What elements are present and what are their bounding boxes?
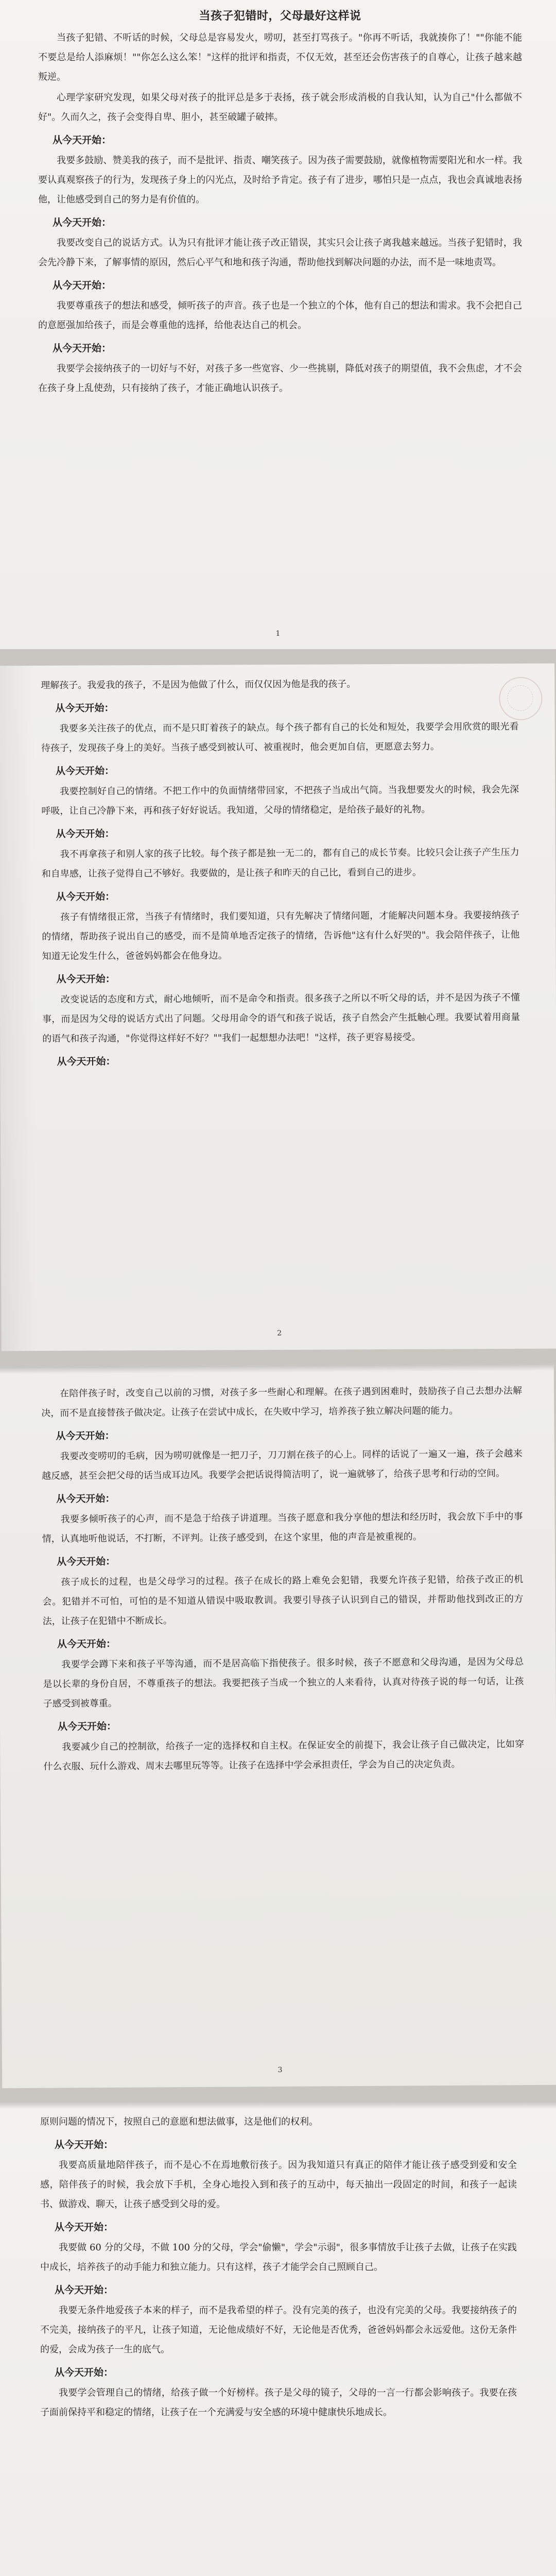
section-heading: 从今天开始：	[56, 891, 115, 903]
section-heading: 从今天开始：	[56, 1430, 115, 1442]
section-heading: 从今天开始：	[53, 343, 112, 354]
paragraph: 我要多鼓励、赞美我的孩子，而不是批评、指责、嘲笑孩子。因为孩子需要鼓励，就像植物需要阳光和水一样。我要认真观察孩子的行为，发现孩子身上的闪光点，及时给予肯定。孩子有了进步，哪怕只是一点点，我也会真诚地表扬他，让他感受到自己的努力是有价值的。	[38, 155, 522, 205]
paragraph: 我要学会接纳孩子的一切好与不好，对孩子多一些宽容、少一些挑剔，降低对孩子的期望值，我不会焦虑，才不会在孩子身上乱使劲，只有接纳了孩子，才能正确地认识孩子。	[38, 363, 522, 394]
document-page-1	[0, 0, 556, 649]
section-heading: 从今天开始：	[57, 1720, 117, 1733]
paragraph: 在陪伴孩子时，改变自己以前的习惯，对孩子多一些耐心和理解。在孩子遇到困难时，鼓励孩子自己去想办法解决，而不是直接替孩子做决定。让孩子在尝试中成长，在失败中学习，培养孩子独立解决问题的能力。	[41, 1385, 523, 1419]
page-number: 2	[277, 1329, 282, 1338]
paragraph: 我要学会管理自己的情绪，给孩子做一个好榜样。孩子是父母的镜子，父母的一言一行都会影响孩子。我要在孩子面前保持平和稳定的情绪，让孩子在一个充满爱与安全感的环境中健康快乐地成长。	[40, 2387, 517, 2418]
paragraph: 我不再拿孩子和别人家的孩子比较。每个孩子都是独一无二的，都有自己的成长节奏。比较只会让孩子产生压力和自卑感，让孩子觉得自己不够好。我要做的，是让孩子和昨天的自己比，看到自己的进步。	[41, 846, 519, 880]
paragraph: 我要多倾听孩子的心声，而不是急于给孩子讲道理。当孩子愿意和我分享他的想法和经历时，我会放下手中的事情，认真地听他说话，不打断，不评判。让孩子感受到，在这个家里，他的声音是被重视的。	[42, 1511, 523, 1545]
paragraph: 我要控制好自己的情绪。不把工作中的负面情绪带回家，不把孩子当成出气筒。当我想要发火的时候，我会先深呼吸，让自己冷静下来，再和孩子好好说话。我知道，父母的情绪稳定，是给孩子最好的礼物。	[41, 784, 519, 817]
paragraph: 改变说话的态度和方式，耐心地倾听，而不是命令和指责。很多孩子之所以不听父母的话，并不是因为孩子不懂事，而是因为父母的说话方式出了问题。父母用命令的语气和孩子说话，孩子自然会产生抵触心理。我要试着用商量的语气和孩子沟通，"你觉得这样好不好？""我们一起想想办法吧！"这样，孩子更容易接受。	[42, 992, 520, 1044]
page-4-body	[40, 2112, 517, 2422]
section-heading: 从今天开始：	[56, 973, 115, 985]
paragraph: 我要多关注孩子的优点，而不是只盯着孩子的缺点。每个孩子都有自己的长处和短处，我要学会用欣赏的眼光看待孩子，发现孩子身上的美好。当孩子感受到被认可、被重视时，他会更加自信，更愿意去努力。	[41, 721, 519, 754]
paragraph-continued: 理解孩子。我爱我的孩子，不是因为他做了什么，而仅仅因为他是我的孩子。	[41, 679, 356, 691]
paragraph: 我要改变自己的说话方式。认为只有批评才能让孩子改正错误，其实只会让孩子离我越来越远。当孩子犯错时，我会先冷静下来，了解事情的原因，然后心平气和地和孩子沟通，帮助他找到解决问题的办法，而不是一味地责骂。	[38, 238, 522, 268]
page-number: 3	[277, 2065, 283, 2075]
document-page-2	[0, 664, 556, 1351]
section-heading: 从今天开始：	[55, 765, 115, 777]
paragraph: 心理学家研究发现，如果父母对孩子的批评总是多于表扬，孩子就会形成消极的自我认知，认为自己"什么都做不好"。久而久之，孩子会变得自卑、胆小，甚至破罐子破摔。	[38, 92, 522, 123]
paragraph: 我要改变唠叨的毛病，因为唠叨就像是一把刀子，刀刀割在孩子的心上。同样的话说了一遍又一遍，孩子会越来越反感，甚至会把父母的话当成耳边风。我要学会把话说得简洁明了，说一遍就够了，给孩子思考和行动的空间。	[41, 1448, 523, 1482]
page-2-body	[41, 674, 520, 1072]
paragraph: 我要高质量地陪伴孩子，而不是心不在焉地敷衍孩子。因为我知道只有真正的陪伴才能让孩子感受到爱和安全感，陪伴孩子的时候，我会放下手机，全身心地投入到和孩子的互动中，每天抽出一段固定的时间，和孩子一起读书、做游戏、聊天，让孩子感受到父母的爱。	[40, 2160, 517, 2210]
section-heading: 从今天开始：	[56, 1555, 116, 1568]
page-shadow	[0, 1364, 554, 1375]
section-heading: 从今天开始：	[55, 2139, 114, 2150]
section-heading: 从今天开始：	[56, 828, 115, 840]
page-shadow	[0, 666, 38, 1351]
section-heading: 从今天开始：	[53, 280, 112, 291]
section-heading: 从今天开始：	[53, 134, 112, 146]
paragraph: 孩子有情绪很正常，当孩子有情绪时，我们要知道，只有先解决了情绪问题，才能解决问题本身。我要接纳孩子的情绪，帮助孩子说出自己的感受，而不是简单地否定孩子的情绪，告诉他"这有什么好哭的"。我会陪伴孩子，让他知道无论发生什么，爸爸妈妈都会在他身边。	[42, 909, 520, 962]
document-page-4	[0, 2102, 556, 2576]
section-heading: 从今天开始：	[55, 2222, 114, 2233]
paragraph: 我要做 60 分的父母，不做 100 分的父母，学会"偷懒"，学会"示弱"，很多事情放手让孩子去做，让孩子在实践中成长，培养孩子的动手能力和独立能力。只有这样，孩子才能学会自己照顾自己。	[40, 2242, 517, 2273]
section-heading: 从今天开始：	[57, 1638, 116, 1650]
page-3-body	[41, 1381, 525, 1777]
paragraph: 我要无条件地爱孩子本来的样子，而不是我希望的样子。没有完美的孩子，也没有完美的父母。我要接纳孩子的不完美，接纳孩子的平凡，让孩子知道，无论他成绩好不好，无论他是否优秀，爸爸妈妈都会永远爱他。这份无条件的爱，会成为孩子一生的底气。	[40, 2305, 517, 2355]
paragraph: 孩子成长的过程，也是父母学习的过程。孩子在成长的路上难免会犯错，我要允许孩子犯错，给孩子改正的机会。犯错并不可怕，可怕的是不知道从错误中吸取教训。我要引导孩子认识到自己的错误，并帮助他找到改正的方法，让孩子在犯错中不断成长。	[42, 1574, 524, 1627]
paragraph: 我要减少自己的控制欲，给孩子一定的选择权和自主权。在保证安全的前提下，我会让孩子自己做决定，比如穿什么衣服、玩什么游戏、周末去哪里玩等等。让孩子在选择中学会承担责任，学会为自己的决定负责。	[43, 1739, 525, 1772]
section-heading: 从今天开始：	[55, 2367, 114, 2378]
section-heading: 从今天开始：	[57, 1056, 116, 1067]
document-title: 当孩子犯错时，父母最好这样说	[199, 9, 361, 23]
paragraph: 当孩子犯错、不听话的时候，父母总是容易发火，唠叨，甚至打骂孩子。"你再不听话，我就揍你了！""你能不能不要总是给人添麻烦！""你怎么这么笨！"这样的批评和指责，不仅无效，甚至还会伤害孩子的自尊心，让孩子越来越叛逆。	[38, 32, 522, 82]
section-heading: 从今天开始：	[55, 702, 114, 714]
stamp-mark	[499, 677, 542, 720]
page-number: 1	[275, 630, 281, 638]
section-heading: 从今天开始：	[55, 2284, 114, 2296]
section-heading: 从今天开始：	[56, 1493, 115, 1505]
paragraph: 我要尊重孩子的想法和感受，倾听孩子的声音。孩子也是一个独立的个体，他有自己的想法和需求。我不会把自己的意愿强加给孩子，而是会尊重他的选择，给他表达自己的机会。	[38, 300, 522, 331]
paragraph-continued: 原则问题的情况下，按照自己的意愿和想法做事，这是他们的权利。	[40, 2116, 318, 2127]
page-1-body	[38, 28, 522, 398]
document-page-3	[0, 1364, 556, 2089]
paragraph: 我要学会蹲下来和孩子平等沟通，而不是居高临下指使孩子。很多时候，孩子不愿意和父母沟通，是因为父母总是以长辈的身份自居，不尊重孩子的想法。我要把孩子当成一个独立的人来看待，认真对待孩子说的每一句话，让孩子感受到被尊重。	[43, 1656, 524, 1709]
section-heading: 从今天开始：	[53, 217, 112, 228]
page-shadow	[0, 2102, 556, 2109]
